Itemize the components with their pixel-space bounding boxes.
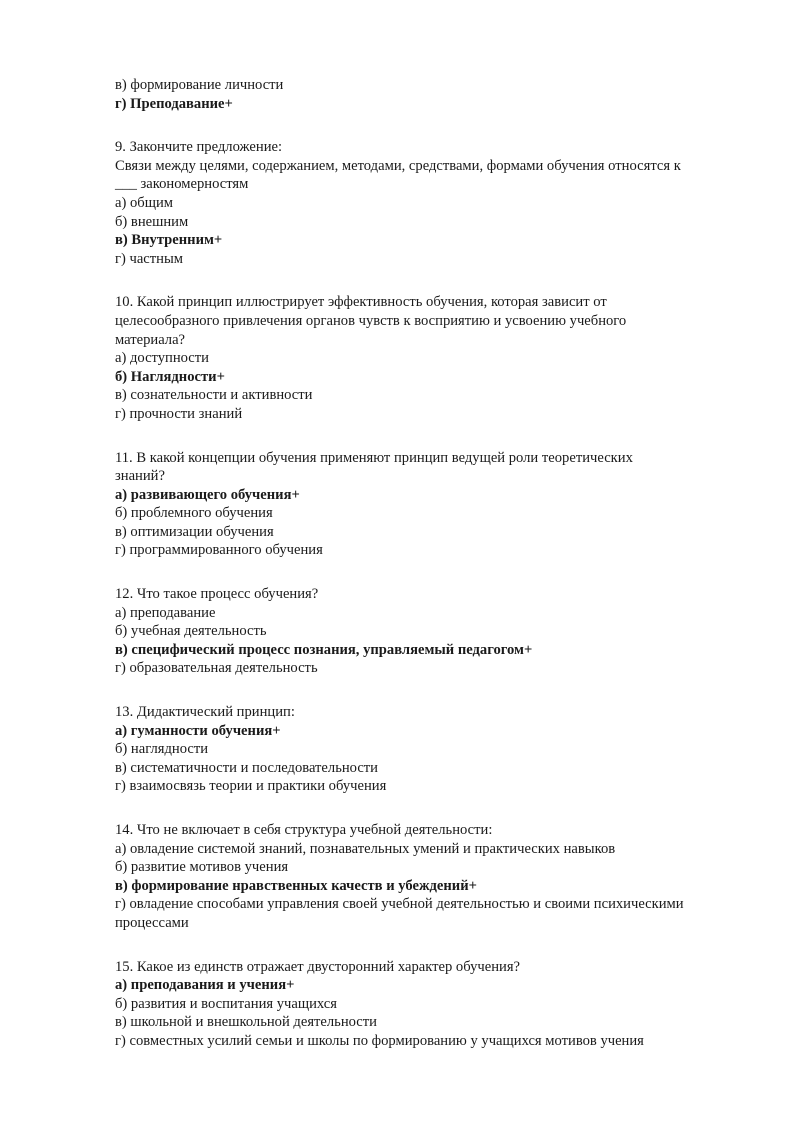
answer-option: г) программированного обучения (115, 542, 323, 559)
answer-option: б) развития и воспитания учащихся (115, 995, 337, 1012)
answer-option: г) образовательная деятельность (115, 660, 318, 677)
answer-option-correct: а) преподавания и учения+ (115, 977, 295, 994)
answer-option: г) взаимосвязь теории и практики обучения (115, 778, 387, 795)
answer-option-correct: в) формирование нравственных качеств и убеждений+ (115, 877, 477, 894)
answer-option-correct: г) Преподавание+ (115, 95, 233, 112)
answer-option: а) овладение системой знаний, познавательных умений и практических навыков (115, 840, 616, 857)
answer-option: в) систематичности и последовательности (115, 759, 378, 776)
answer-option-correct: б) Наглядности+ (115, 368, 225, 385)
answer-option: б) развитие мотивов учения (115, 859, 289, 876)
question-10 (115, 293, 750, 423)
question-prompt: Связи между целями, содержанием, методами, средствами, формами обучения относятся к (115, 157, 681, 174)
question-prompt: ___ закономерностям (115, 176, 249, 193)
question-13 (115, 703, 750, 796)
answer-option: г) частным (115, 250, 184, 267)
question-prompt: 11. В какой концепции обучения применяют принцип ведущей роли теоретических (115, 449, 633, 466)
answer-option-correct: в) Внутренним+ (115, 232, 223, 249)
answer-option: в) формирование личности (115, 77, 284, 93)
question-12 (115, 585, 750, 678)
answer-option: б) наглядности (115, 741, 209, 758)
answer-option: в) сознательности и активности (115, 387, 313, 404)
question-prompt: 12. Что такое процесс обучения? (115, 586, 319, 603)
question-prompt: 15. Какое из единств отражает двусторонний характер обучения? (115, 958, 521, 975)
answer-option: г) совместных усилий семьи и школы по формированию у учащихся мотивов учения (115, 1032, 644, 1049)
question-9 (115, 138, 750, 268)
answer-option: а) общим (115, 194, 173, 211)
answer-option: г) прочности знаний (115, 405, 243, 422)
question-prompt: целесообразного привлечения органов чувств к восприятию и усвоению учебного (115, 312, 627, 329)
answer-option: в) школьной и внешкольной деятельности (115, 1014, 377, 1031)
question-14 (115, 821, 750, 933)
answer-option: в) оптимизации обучения (115, 523, 274, 540)
document-page (115, 76, 750, 1051)
question-prompt: 10. Какой принцип иллюстрирует эффективность обучения, которая зависит от (115, 294, 607, 311)
answer-option: а) преподавание (115, 604, 216, 621)
question-11 (115, 449, 750, 561)
lead-options (115, 76, 750, 113)
answer-option: г) овладение способами управления своей учебной деятельностью и своими психическими процессами (115, 896, 684, 931)
answer-option-correct: а) развивающего обучения+ (115, 486, 300, 503)
question-prompt: материала? (115, 331, 186, 348)
answer-option-correct: а) гуманности обучения+ (115, 722, 281, 739)
answer-option: б) учебная деятельность (115, 623, 267, 640)
answer-option: б) внешним (115, 213, 189, 230)
answer-option: б) проблемного обучения (115, 505, 273, 522)
question-prompt: знаний? (115, 468, 165, 485)
question-15 (115, 958, 750, 1051)
answer-option-correct: в) специфический процесс познания, управляемый педагогом+ (115, 641, 533, 658)
question-prompt: 14. Что не включает в себя структура учебной деятельности: (115, 822, 493, 838)
answer-option: а) доступности (115, 350, 209, 367)
question-prompt: 13. Дидактический принцип: (115, 704, 295, 721)
question-prompt: 9. Закончите предложение: (115, 139, 283, 156)
